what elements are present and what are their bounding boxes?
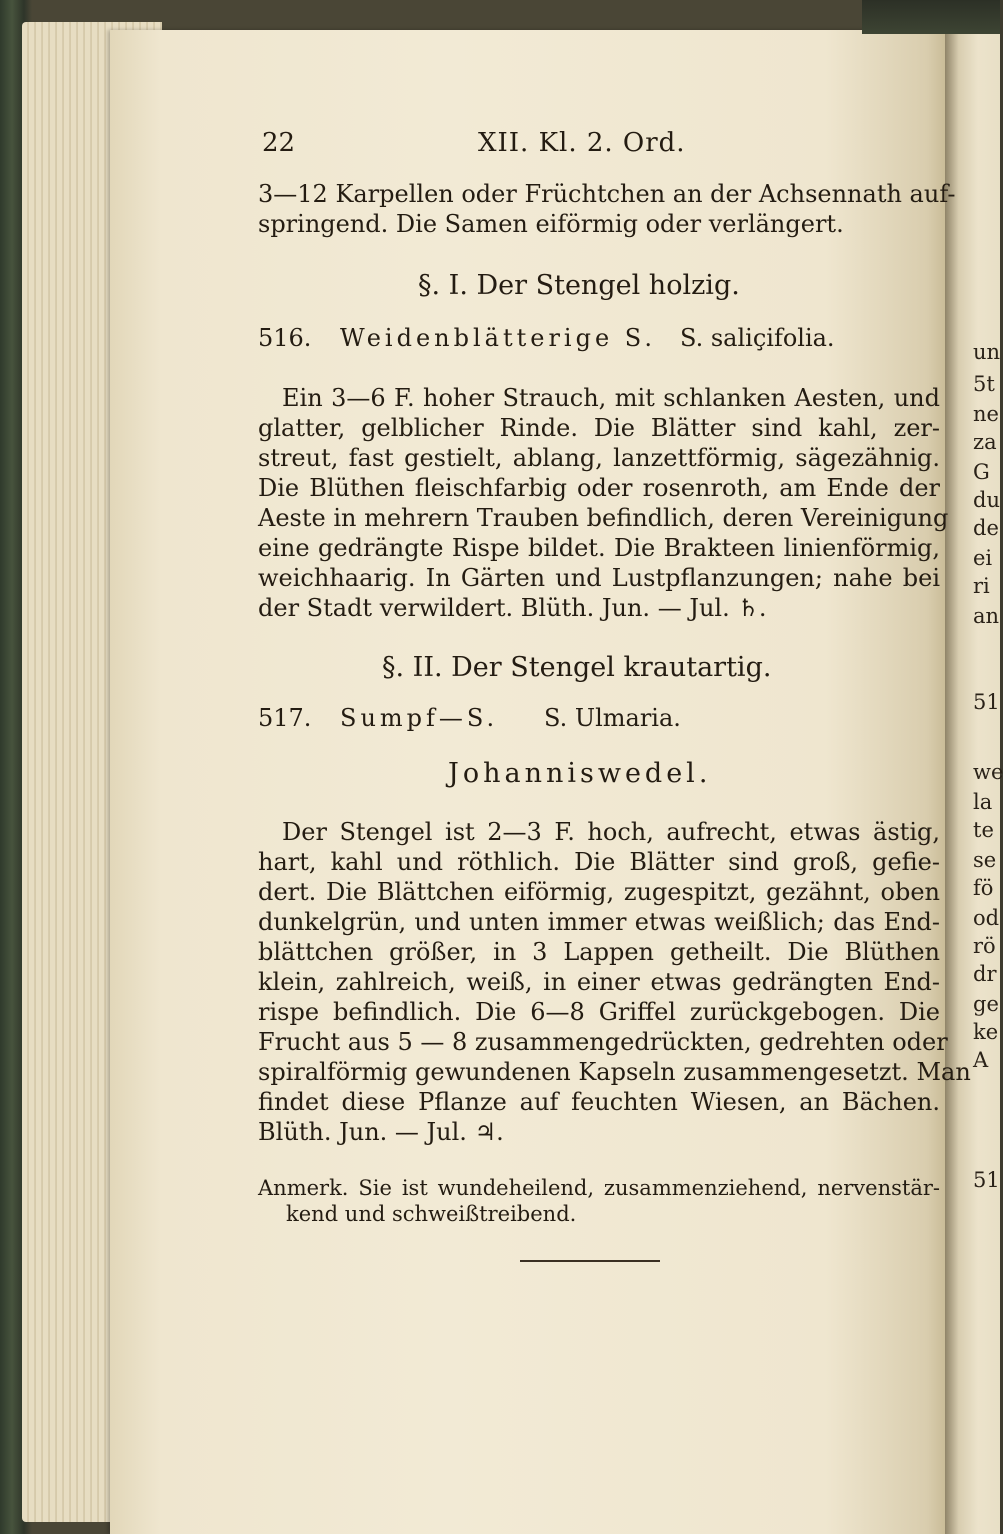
description-line: streut, fast gestielt, ablang, lanzettförmig, sägezähnig.: [258, 444, 940, 472]
adjacent-page-fragment: we: [973, 760, 1003, 784]
description-line: Der Stengel ist 2—3 F. hoch, aufrecht, etwas ästig,: [282, 818, 940, 846]
description-line: Frucht aus 5 — 8 zusammengedrückten, gedrehten oder: [258, 1028, 948, 1056]
description-line: Blüth. Jun. — Jul. ♃.: [258, 1118, 504, 1146]
description-line: hart, kahl und röthlich. Die Blätter sind groß, gefie-: [258, 848, 940, 876]
adjacent-page-fragment: ge: [973, 992, 999, 1016]
note-line: kend und schweißtreibend.: [286, 1202, 577, 1226]
species-name: Weidenblätterige S.: [340, 324, 657, 352]
adjacent-page-fragment: un: [973, 340, 1001, 364]
adjacent-page-fragment: la: [973, 790, 993, 814]
adjacent-page-fragment: dr: [973, 962, 997, 986]
description-line: der Stadt verwildert. Blüth. Jun. — Jul. ♄.: [258, 594, 767, 622]
section-heading: §. I. Der Stengel holzig.: [418, 270, 740, 301]
adjacent-page-fragment: te: [973, 818, 994, 842]
adjacent-page-fragment: za: [973, 430, 997, 454]
description-line: Aeste in mehrern Trauben befindlich, deren Vereinigung: [258, 504, 949, 532]
description-line: dert. Die Blättchen eiförmig, zugespitzt, gezähnt, oben: [258, 878, 940, 906]
adjacent-page-fragment: 51: [973, 1168, 1000, 1192]
adjacent-page-fragment: 51: [973, 690, 1000, 714]
adjacent-page-fragment: du: [973, 488, 1000, 512]
adjacent-page-fragment: ke: [973, 1020, 999, 1044]
adjacent-page-fragment: se: [973, 848, 997, 872]
adjacent-page-fragment: G: [973, 460, 990, 484]
intro-line: springend. Die Samen eiförmig oder verlängert.: [258, 210, 844, 238]
adjacent-page-fragment: 5t: [973, 372, 995, 396]
section-heading: §. II. Der Stengel krautartig.: [382, 652, 772, 683]
description-line: Ein 3—6 F. hoher Strauch, mit schlanken Aesten, und: [282, 384, 940, 412]
adjacent-page-fragment: an: [973, 604, 1000, 628]
intro-line: 3—12 Karpellen oder Früchtchen an der Achsennath auf-: [258, 180, 956, 208]
adjacent-page-fragment: de: [973, 516, 999, 540]
species-number: 516.: [258, 324, 312, 352]
adjacent-page-fragment: ei: [973, 546, 993, 570]
running-header: XII. Kl. 2. Ord.: [478, 128, 686, 158]
description-line: rispe befindlich. Die 6—8 Griffel zurückgebogen. Die: [258, 998, 940, 1026]
end-rule: [520, 1260, 660, 1262]
description-line: eine gedrängte Rispe bildet. Die Brakteen linienförmig,: [258, 534, 940, 562]
description-line: blättchen größer, in 3 Lappen getheilt. Die Blüthen: [258, 938, 940, 966]
adjacent-page-fragment: fö: [973, 876, 994, 900]
adjacent-page-fragment: ne: [973, 402, 999, 426]
species-latin: S. saliçifolia.: [680, 324, 835, 352]
description-line: Die Blüthen fleischfarbig oder rosenroth, am Ende der: [258, 474, 940, 502]
species-latin: S. Ulmaria.: [544, 704, 681, 732]
note-line: Anmerk. Sie ist wundeheilend, zusammenziehend, nervenstär-: [258, 1176, 940, 1200]
species-number: 517.: [258, 704, 312, 732]
page-number: 22: [262, 128, 296, 158]
common-name: Johanniswedel.: [448, 758, 712, 789]
description-line: findet diese Pflanze auf feuchten Wiesen, an Bächen.: [258, 1088, 940, 1116]
adjacent-page-fragment: A: [973, 1048, 989, 1072]
adjacent-page-fragment: rö: [973, 934, 996, 958]
description-line: klein, zahlreich, weiß, in einer etwas gedrängten End-: [258, 968, 940, 996]
description-line: glatter, gelblicher Rinde. Die Blätter sind kahl, zer-: [258, 414, 940, 442]
adjacent-page-fragment: od: [973, 906, 1000, 930]
description-line: spiralförmig gewundenen Kapseln zusammengesetzt. Man: [258, 1058, 971, 1086]
species-name: Sumpf—S.: [340, 704, 499, 732]
description-line: dunkelgrün, und unten immer etwas weißlich; das End-: [258, 908, 940, 936]
adjacent-page-fragment: ri: [973, 574, 990, 598]
description-line: weichhaarig. In Gärten und Lustpflanzungen; nahe bei: [258, 564, 940, 592]
